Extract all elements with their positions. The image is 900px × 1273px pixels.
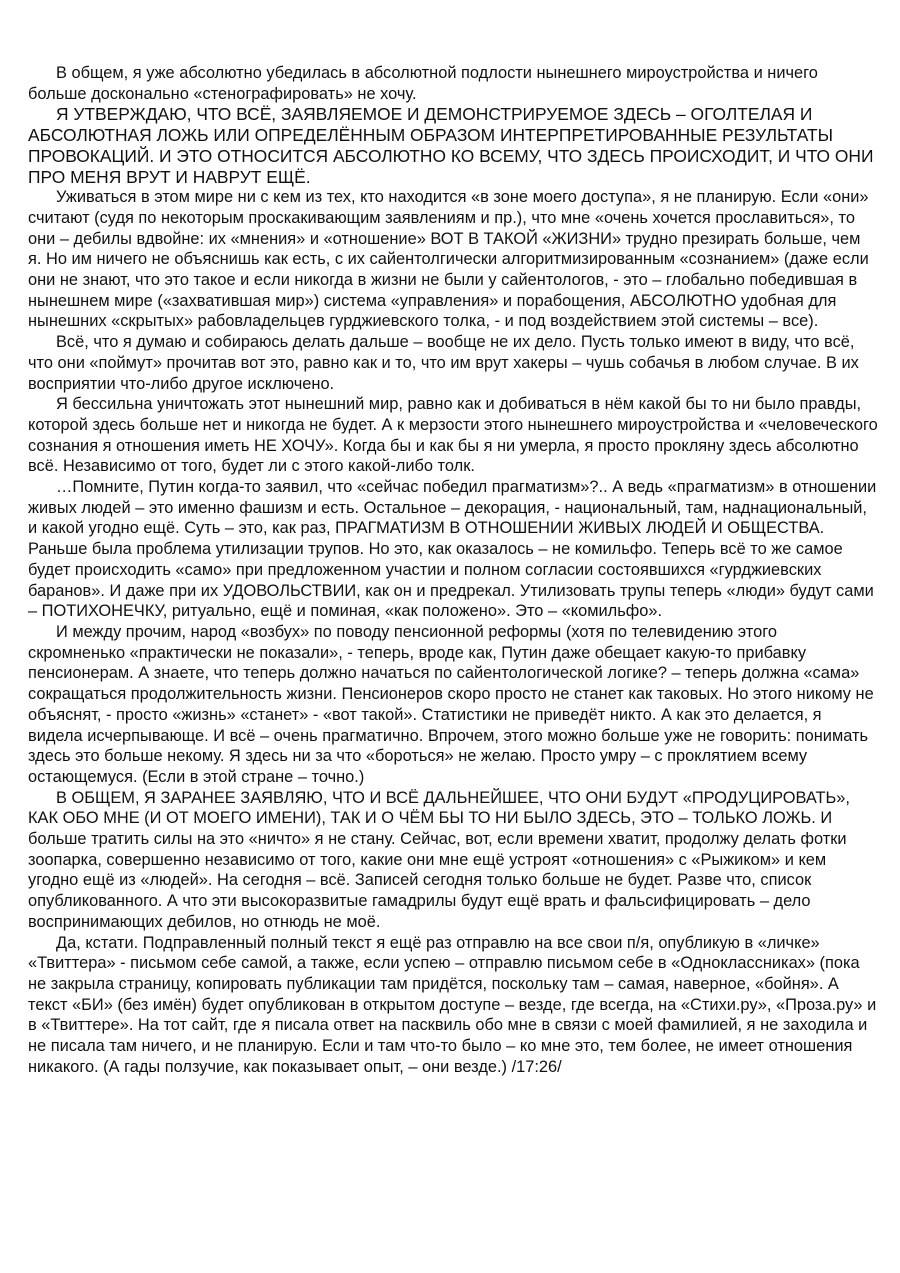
paragraph-8: В ОБЩЕМ, Я ЗАРАНЕЕ ЗАЯВЛЯЮ, ЧТО И ВСЁ ДАЛЬНЕЙШЕЕ, ЧТО ОНИ БУДУТ «ПРОДУЦИРОВАТЬ», КАК ОБО МНЕ (И ОТ МОЕГО ИМЕНИ), ТАК И О ЧЁМ БЫ ТО НИ БЫЛО ЗДЕСЬ, ЭТО – ТОЛЬКО ЛОЖЬ. И больше тратить силы на это «ничто» я не стану. Сейчас, вот, если времени хватит, продолжу делать фотки зоопарка, совершенно независимо от того, какие они мне ещё устроят «отношения» с «Рыжиком» и кем угодно ещё из «людей». На сегодня – всё. Записей сегодня только больше не будет. Разве что, список опубликованного. А что эти высокоразвитые гамадрилы будут ещё врать и фальсифицировать – дело воспринимающих дебилов, но отнюдь не моё.: [28, 788, 850, 931]
paragraph-9: Да, кстати. Подправленный полный текст я ещё раз отправлю на все свои п/я, опубликую в «личке» «Твиттера» - письмом себе самой, а также, если успею – отправлю письмом себе в «Одноклассниках» (пока не закрыла страницу, копировать публикации там придётся, поскольку там – самая, наверное, «бойня». А текст «БИ» (без имён) будет опубликован в открытом доступе – везде, где всегда, на «Стихи.ру», «Проза.ру» и в «Твиттере». На тот сайт, где я писала ответ на пасквиль обо мне в связи с моей фамилией, я не заходила и не писала там ничего, и не планирую. Если и там что-то было – ко мне это, тем более, не имеет отношения никакого. (А гады ползучие, как показывает опыт, – они везде.) /17:26/: [28, 933, 877, 1076]
paragraph-7: И между прочим, народ «возбух» по поводу пенсионной реформы (хотя по телевидению этого скромненько «практически не показали», - теперь, вроде как, Путин даже обещает какую-то прибавку пенсионерам. А знаете, что теперь должно начаться по сайентологической логике? – теперь должна «сама» сокращаться продолжительность жизни. Пенсионеров скоро просто не станет как таковых. Но этого никому не объяснят, - просто «жизнь» «станет» - «вот такой». Статистики не приведёт никто. А как это делается, я видела исчерпывающе. И всё – очень прагматично. Впрочем, этого можно больше уже не говорить: понимать здесь это больше некому. Я здесь ни за что «бороться» не желаю. Просто умру – с проклятием всему остающемуся. (Если в этой стране – точно.): [28, 622, 874, 786]
paragraph-1: В общем, я уже абсолютно убедилась в абсолютной подлости нынешнего мироустройства и ничего больше досконально «стенографировать» не хочу.: [28, 64, 818, 103]
paragraph-6: …Помните, Путин когда-то заявил, что «сейчас победил прагматизм»?.. А ведь «прагматизм» в отношении живых людей – это именно фашизм и есть. Остальное – декорация, - национальный, там, наднациональный, и какой угодно ещё. Суть – это, как раз, ПРАГМАТИЗМ В ОТНОШЕНИИ ЖИВЫХ ЛЮДЕЙ И ОБЩЕСТВА. Раньше была проблема утилизации трупов. Но это, как оказалось – не комильфо. Теперь всё то же самое будет происходить «само» при предложенном участии и полном согласии состоявшихся «гурджиевских баранов». И даже при их УДОВОЛЬСТВИИ, как он и предрекал. Утилизовать трупы теперь «люди» будут сами – ПОТИХОНЕЧКУ, ритуально, ещё и поминая, «как положено». Это – «комильфо».: [28, 478, 877, 621]
paragraph-4: Всё, что я думаю и собираюсь делать дальше – вообще не их дело. Пусть только имеют в виду, что всё, что они «поймут» прочитав вот это, равно как и то, что им врут хакеры – чушь собачья в любом случае. В их восприятии что-либо другое исключено.: [28, 333, 859, 393]
paragraph-3: Уживаться в этом мире ни с кем из тех, кто находится «в зоне моего доступа», я не планирую. Если «они» считают (судя по некоторым проскакивающим заявлениям и пр.), что мне «очень хочется прославиться», то они – дебилы вдвойне: их «мнения» и «отношение» ВОТ В ТАКОЙ «ЖИЗНИ» трудно презирать больше, чем я. Но им ничего не объяснишь как есть, с их сайентолгически алгоритмизированным «сознанием» (даже если они не знают, что это такое и если никогда в жизни не были у сайентологов, - это – глобально победившая в нынешнем мире («захватившая мир») система «управления» и порабощения, АБСОЛЮТНО удобная для нынешних «скрытых» рабовладельцев гурджиевского толка, - и под воздействием этой системы – все).: [28, 188, 869, 331]
paragraph-2-caps: Я УТВЕРЖДАЮ, ЧТО ВСЁ, ЗАЯВЛЯЕМОЕ И ДЕМОНСТРИРУЕМОЕ ЗДЕСЬ – ОГОЛТЕЛАЯ И АБСОЛЮТНАЯ ЛОЖЬ ИЛИ ОПРЕДЕЛЁННЫМ ОБРАЗОМ ИНТЕРПРЕТИРОВАННЫЕ РЕЗУЛЬТАТЫ ПРОВОКАЦИЙ. И ЭТО ОТНОСИТСЯ АБСОЛЮТНО КО ВСЕМУ, ЧТО ЗДЕСЬ ПРОИСХОДИТ, И ЧТО ОНИ ПРО МЕНЯ ВРУТ И НАВРУТ ЕЩЁ.: [28, 104, 874, 187]
document-page: [28, 63, 878, 1077]
paragraph-5: Я бессильна уничтожать этот нынешний мир, равно как и добиваться в нём какой бы то ни было правды, которой здесь больше нет и никогда не будет. А к мерзости этого нынешнего мироустройства и «человеческого сознания я отношения иметь НЕ ХОЧУ». Когда бы и как бы я ни умерла, я просто прокляну здесь абсолютно всё. Независимо от того, будет ли с этого какой-либо толк.: [28, 395, 878, 476]
